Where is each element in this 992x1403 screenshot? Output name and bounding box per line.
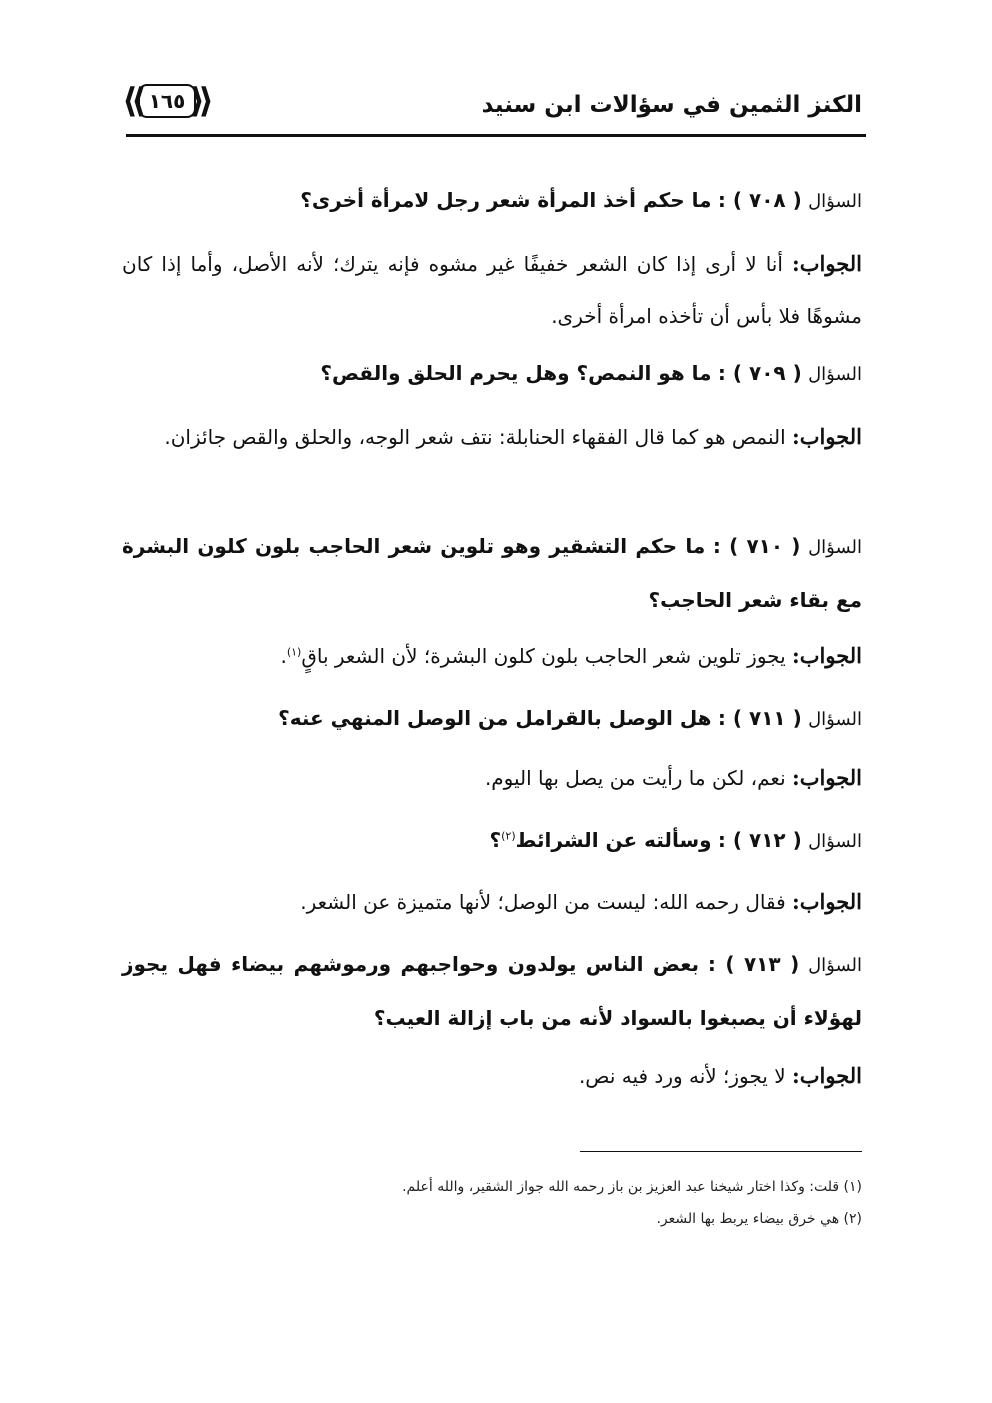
question-712 xyxy=(122,814,862,868)
book-title: الكنز الثمين في سؤالات ابن سنيد xyxy=(481,92,862,118)
question-label: السؤال xyxy=(808,831,862,852)
bracket-left-icon: ⟪ xyxy=(122,81,147,121)
answer-label: الجواب: xyxy=(792,889,862,914)
question-number: ( ٧١٢ ) : xyxy=(717,828,802,852)
question-label: السؤال xyxy=(808,709,862,730)
answer-710 xyxy=(122,630,862,682)
question-label: السؤال xyxy=(808,955,863,976)
question-710 xyxy=(122,520,862,626)
answer-712 xyxy=(122,876,862,928)
page-number: ١٦٥ xyxy=(138,84,196,118)
question-end: ؟ xyxy=(489,828,502,852)
question-number: ( ٧١٠ ) : xyxy=(712,534,801,558)
answer-text: فقال رحمه الله: ليست من الوصل؛ لأنها متميزة عن الشعر. xyxy=(300,890,786,914)
question-number: ( ٧٠٨ ) : xyxy=(717,188,802,212)
footnote-ref-2: (٢) xyxy=(501,829,516,843)
footnote-divider xyxy=(580,1151,862,1152)
answer-text: لا يجوز؛ لأنه ورد فيه نص. xyxy=(578,1064,786,1088)
answer-label: الجواب: xyxy=(792,251,863,276)
answer-709 xyxy=(122,411,862,463)
question-number: ( ٧٠٩ ) : xyxy=(717,361,802,385)
answer-713 xyxy=(122,1050,862,1102)
question-708 xyxy=(122,174,862,228)
answer-end: . xyxy=(280,644,287,668)
question-text: ما هو النمص؟ وهل يحرم الحلق والقص؟ xyxy=(320,361,712,385)
question-711 xyxy=(122,692,862,746)
question-709 xyxy=(122,347,862,401)
question-text: ما حكم التشقير وهو تلوين شعر الحاجب بلون كلون البشرة مع بقاء شعر الحاجب؟ xyxy=(122,534,862,612)
page-number-badge xyxy=(122,80,214,124)
answer-label: الجواب: xyxy=(792,765,862,790)
bracket-right-icon: ⟫ xyxy=(189,81,214,121)
question-label: السؤال xyxy=(808,191,862,212)
question-text: بعض الناس يولدون وحواجبهم ورموشهم بيضاء فهل يجوز لهؤلاء أن يصبغوا بالسواد لأنه من باب إزالة العيب؟ xyxy=(122,952,862,1030)
answer-text: أنا لا أرى إذا كان الشعر خفيفًا غير مشوه فإنه يترك؛ لأنه الأصل، وأما إذا كان مشوهًا فلا بأس أن تأخذه امرأة أخرى. xyxy=(122,252,862,328)
question-text: هل الوصل بالقرامل من الوصل المنهي عنه؟ xyxy=(278,706,712,730)
answer-708 xyxy=(122,238,862,342)
answer-label: الجواب: xyxy=(792,643,862,668)
question-number: ( ٧١١ ) : xyxy=(717,706,802,730)
footnote-2: (٢) هي خرق بيضاء يربط بها الشعر. xyxy=(656,1211,862,1227)
answer-text: نعم، لكن ما رأيت من يصل بها اليوم. xyxy=(484,766,786,790)
answer-711 xyxy=(122,752,862,804)
answer-text: النمص هو كما قال الفقهاء الحنابلة: نتف شعر الوجه، والحلق والقص جائزان. xyxy=(164,425,786,449)
question-number: ( ٧١٣ ) : xyxy=(707,952,800,976)
header-divider xyxy=(126,134,866,137)
answer-text: يجوز تلوين شعر الحاجب بلون كلون البشرة؛ لأن الشعر باقٍ xyxy=(301,644,786,668)
question-label: السؤال xyxy=(808,537,862,558)
question-text: ما حكم أخذ المرأة شعر رجل لامرأة أخرى؟ xyxy=(300,188,712,212)
footnote-ref-1: (١) xyxy=(286,645,302,659)
footnote-1: (١) قلت: وكذا اختار شيخنا عبد العزيز بن باز رحمه الله جواز الشقير، والله أعلم. xyxy=(402,1179,862,1195)
question-text: وسألته عن الشرائط xyxy=(515,828,712,852)
question-713 xyxy=(122,938,862,1044)
answer-label: الجواب: xyxy=(792,424,862,449)
question-label: السؤال xyxy=(808,364,862,385)
answer-label: الجواب: xyxy=(792,1063,862,1088)
